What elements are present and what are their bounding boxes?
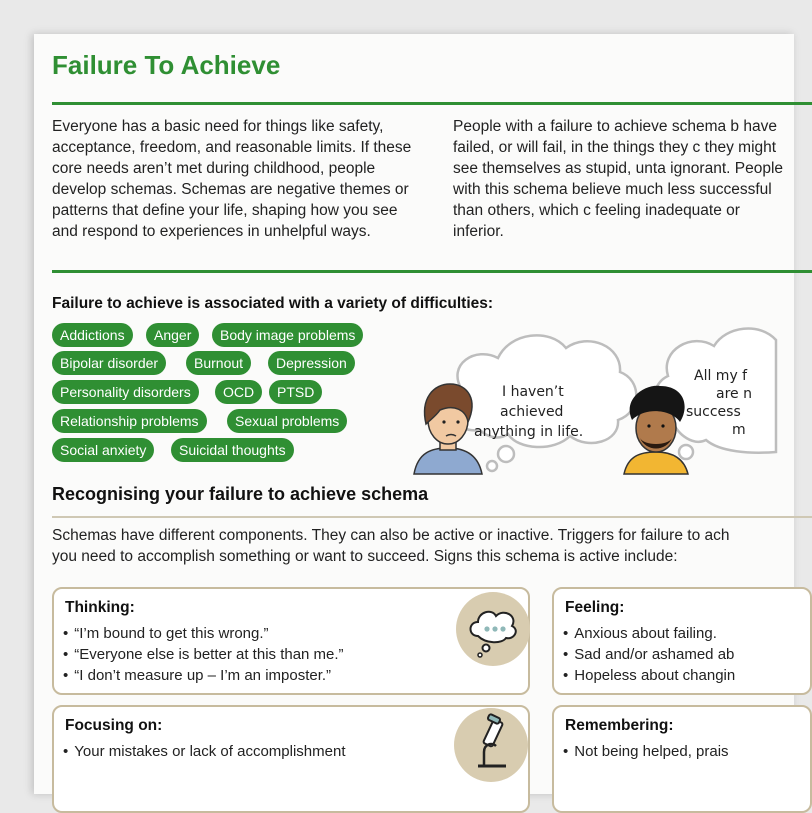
focusing-item: • Your mistakes or lack of accomplishment [63, 741, 346, 762]
feeling-title: Feeling: [565, 599, 625, 616]
bubble-2-line-3: success [686, 404, 741, 420]
focusing-title: Focusing on: [65, 717, 163, 734]
bubble-1-line-2: achieved [500, 404, 564, 420]
tag-ocd: OCD [215, 380, 262, 404]
feeling-item: • Sad and/or ashamed ab [563, 644, 735, 665]
tag-burnout: Burnout [186, 351, 251, 375]
tag-social-anxiety: Social anxiety [52, 438, 154, 462]
tag-relationship-problems: Relationship problems [52, 409, 207, 433]
feeling-item: • Hopeless about changin [563, 665, 735, 686]
thinking-item: • “Everyone else is better at this than me.” [63, 644, 344, 665]
tag-suicidal-thoughts: Suicidal thoughts [171, 438, 294, 462]
remembering-title: Remembering: [565, 717, 674, 734]
microscope-icon [454, 708, 528, 782]
feeling-item: • Anxious about failing. [563, 623, 735, 644]
feeling-card [552, 587, 812, 695]
feeling-list [563, 623, 735, 686]
remembering-list [563, 741, 729, 762]
tag-depression: Depression [268, 351, 355, 375]
bubble-2-line-1: All my f [694, 368, 748, 384]
thinking-item: • “I’m bound to get this wrong.” [63, 623, 344, 644]
thought-bubble-icon [456, 592, 530, 666]
title-divider [52, 102, 812, 105]
tag-sexual-problems: Sexual problems [227, 409, 347, 433]
recognising-paragraph-line-1: Schemas have different components. They can also be active or inactive. Triggers for failure to ach [52, 527, 730, 544]
intro-left-text: Everyone has a basic need for things like safety, acceptance, freedom, and reasonable limits. If these core needs aren’t met during childhood, people develop schemas. Schemas are negative themes or patterns that define your life, shaping how you see and respond to experiences in unhelpful ways. [52, 118, 412, 240]
bubble-2-line-4: m [732, 422, 746, 438]
tag-bipolar-disorder: Bipolar disorder [52, 351, 166, 375]
bubble-2-line-2: are n [716, 386, 752, 402]
difficulties-heading: Failure to achieve is associated with a variety of difficulties: [52, 295, 494, 312]
focusing-list [63, 741, 346, 762]
intro-right-text: People with a failure to achieve schema b have failed, or will fail, in the things they c they might see themselves as stupid, unta ignorant. People with this schema believe much less successful than others, which c feeling inadequate or inferior. [453, 118, 784, 240]
tag-anger: Anger [146, 323, 199, 347]
tag-ptsd: PTSD [269, 380, 322, 404]
worksheet-page [34, 34, 794, 794]
thinking-list [63, 623, 344, 686]
recognising-divider [52, 516, 812, 518]
intro-divider [52, 270, 812, 273]
page-title: Failure To Achieve [52, 50, 281, 80]
remembering-card [552, 705, 812, 813]
thinking-title: Thinking: [65, 599, 135, 616]
recognising-paragraph-line-2: you need to accomplish something or want to succeed. Signs this schema is active include: [52, 548, 678, 565]
remembering-item: • Not being helped, prais [563, 741, 729, 762]
bubble-1-line-1: I haven’t [502, 384, 564, 400]
tag-addictions: Addictions [52, 323, 133, 347]
tag-personality-disorders: Personality disorders [52, 380, 199, 404]
recognising-heading: Recognising your failure to achieve schema [52, 484, 429, 504]
tag-body-image-problems: Body image problems [212, 323, 363, 347]
bubble-1-line-3: anything in life. [474, 424, 584, 440]
thinking-item: • “I don’t measure up – I’m an imposter.” [63, 665, 344, 686]
thought-bubbles-illustration [410, 302, 752, 474]
